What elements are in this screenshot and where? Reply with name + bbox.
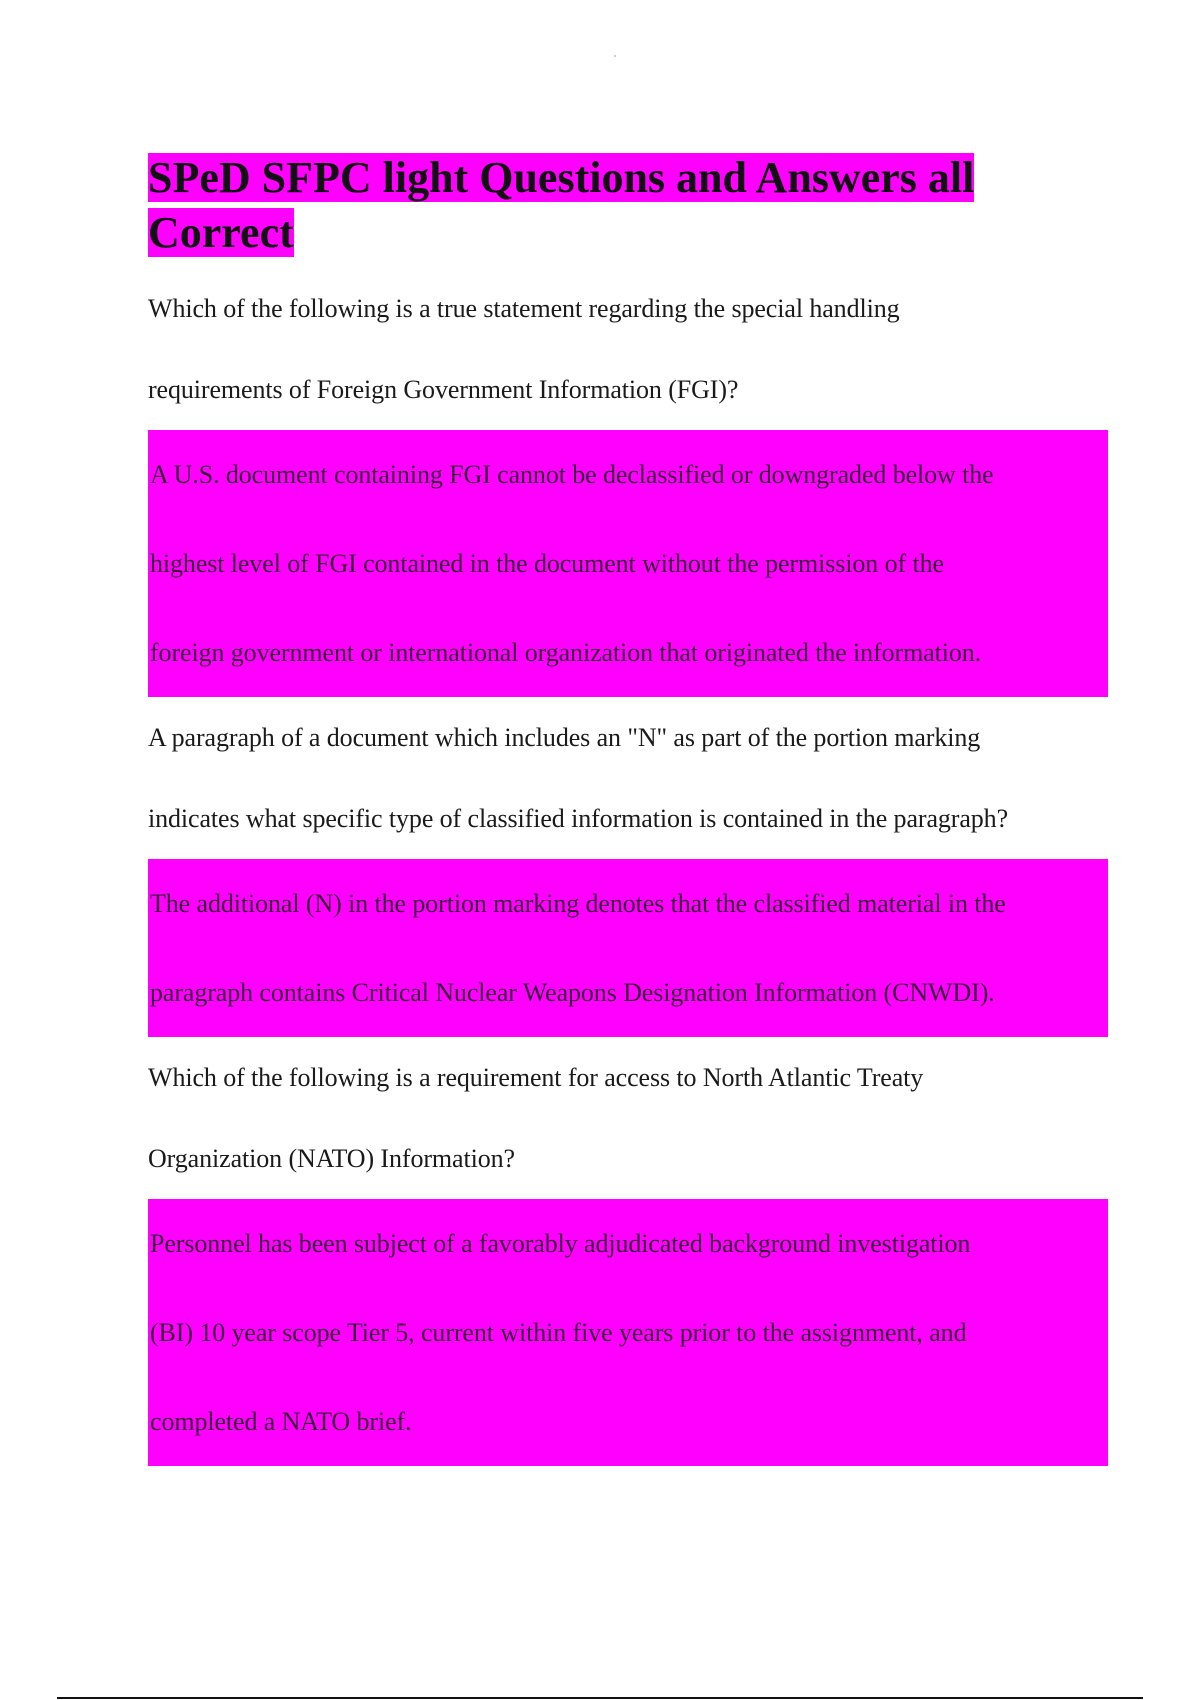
qa-block-3-answer xyxy=(148,1199,1108,1466)
answer-2-line-1: The additional (N) in the portion marking denotes that the classified material in the xyxy=(149,885,1007,922)
answer-1-line-1: A U.S. document containing FGI cannot be declassified or downgraded below the xyxy=(149,456,995,493)
question-3-line-2: Organization (NATO) Information? xyxy=(148,1144,515,1173)
qa-block-1-question xyxy=(148,268,1108,430)
document-title xyxy=(148,150,1088,260)
answer-3-line-2: (BI) 10 year scope Tier 5, current within five years prior to the assignment, and xyxy=(149,1314,967,1351)
footer-divider xyxy=(57,1697,1143,1699)
question-3-line-1: Which of the following is a requirement for access to North Atlantic Treaty xyxy=(148,1063,924,1092)
question-2-line-2: indicates what specific type of classified information is contained in the paragraph? xyxy=(148,804,1009,833)
answer-2-line-2: paragraph contains Critical Nuclear Weapons Designation Information (CNWDI). xyxy=(149,974,996,1011)
document-title-text: SPeD SFPC light Questions and Answers all Correct xyxy=(148,153,975,257)
answer-1-line-3: foreign government or international organization that originated the information. xyxy=(149,634,982,671)
answer-3-line-3: completed a NATO brief. xyxy=(149,1403,412,1440)
answer-1-line-2: highest level of FGI contained in the document without the permission of the xyxy=(149,545,945,582)
answer-3-line-1: Personnel has been subject of a favorably adjudicated background investigation xyxy=(149,1225,971,1262)
qa-block-1-answer xyxy=(148,430,1108,697)
document-body xyxy=(148,150,1108,1466)
qa-block-2-question xyxy=(148,697,1108,859)
page-mark xyxy=(614,55,616,57)
question-1-line-1: Which of the following is a true statement regarding the special handling xyxy=(148,294,900,323)
question-2-line-1: A paragraph of a document which includes an "N" as part of the portion marking xyxy=(148,723,981,752)
qa-block-3-question xyxy=(148,1037,1108,1199)
question-1-line-2: requirements of Foreign Government Information (FGI)? xyxy=(148,375,739,404)
qa-block-2-answer xyxy=(148,859,1108,1037)
